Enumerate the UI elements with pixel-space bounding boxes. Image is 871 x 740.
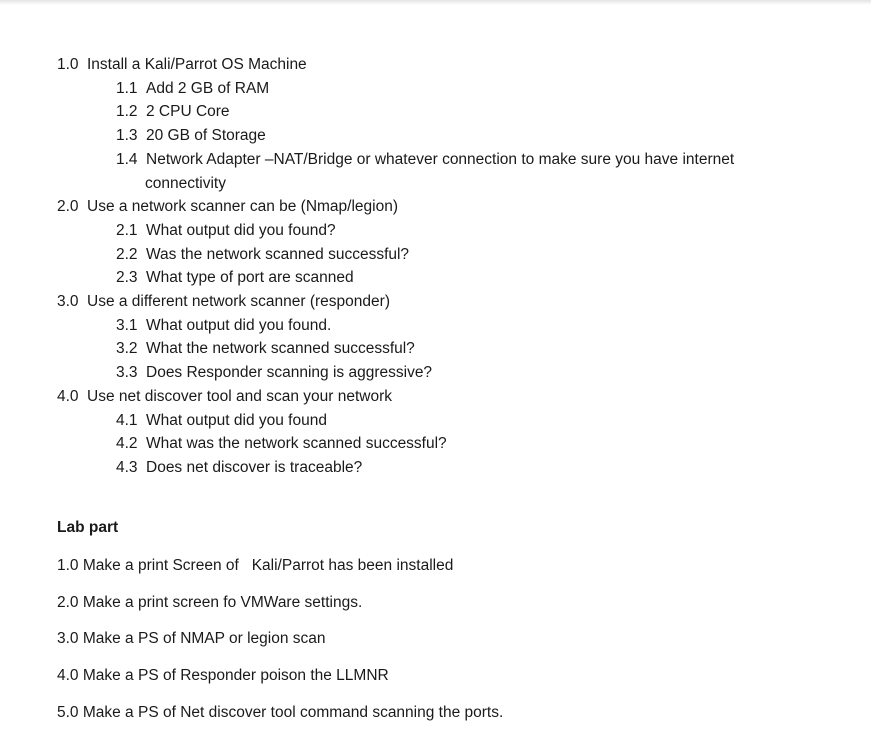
outline-text: connectivity xyxy=(145,174,226,192)
outline-subitem xyxy=(116,458,362,478)
outline-text: Was the network scanned successful? xyxy=(146,245,410,263)
page-top-edge xyxy=(0,0,871,5)
outline-number: 1.0 xyxy=(57,56,79,73)
outline-number: 4.1 xyxy=(116,411,138,429)
outline-number: 1.1 xyxy=(116,79,138,97)
outline-number: 1.2 xyxy=(116,103,138,121)
outline-text: Use net discover tool and scan your network xyxy=(87,387,392,405)
outline-text: What output did you found xyxy=(146,411,327,429)
outline-subitem xyxy=(116,268,354,288)
outline-number: 2.1 xyxy=(116,221,138,239)
outline-subitem xyxy=(116,434,447,454)
outline-text: Use a different network scanner (responder) xyxy=(87,293,390,310)
outline-subitem xyxy=(116,221,336,241)
outline-subitem xyxy=(116,411,327,431)
lab-item: 2.0 Make a print screen fo VMWare settings. xyxy=(57,594,363,611)
outline-number: 3.0 xyxy=(57,293,79,310)
outline-subitem xyxy=(116,79,269,99)
outline-text: What type of port are scanned xyxy=(146,269,354,287)
outline-subitem xyxy=(116,339,415,359)
outline-section xyxy=(57,197,398,217)
lab-item: 3.0 Make a PS of NMAP or legion scan xyxy=(57,630,326,647)
outline-text: What output did you found? xyxy=(146,221,336,239)
outline-number: 3.3 xyxy=(116,364,138,382)
outline-subitem xyxy=(116,126,266,146)
lab-item: 4.0 Make a PS of Responder poison the LLMNR xyxy=(57,667,389,684)
outline-text: Add 2 GB of RAM xyxy=(146,79,270,97)
outline-text: What was the network scanned successful? xyxy=(146,435,447,453)
outline-section xyxy=(57,387,392,407)
outline-section xyxy=(57,292,390,312)
lab-item: 1.0 Make a print Screen of Kali/Parrot has been installed xyxy=(57,557,454,574)
outline-number: 2.0 xyxy=(57,198,79,216)
lab-item: 5.0 Make a PS of Net discover tool command scanning the ports. xyxy=(57,704,504,721)
outline-subitem xyxy=(116,102,230,122)
outline-number: 1.4 xyxy=(116,150,138,168)
outline-number: 3.2 xyxy=(116,340,138,358)
outline-text: What the network scanned successful? xyxy=(146,340,415,358)
outline-subitem xyxy=(116,245,409,265)
outline-number: 2.3 xyxy=(116,269,138,287)
outline-number: 3.1 xyxy=(116,316,138,334)
lab-part-heading: Lab part xyxy=(57,519,119,536)
outline-number: 4.0 xyxy=(57,387,79,405)
outline-text: 2 CPU Core xyxy=(146,103,230,121)
outline-number: 4.2 xyxy=(116,435,138,453)
outline-text: Network Adapter –NAT/Bridge or whatever connection to make sure you have internet xyxy=(146,150,735,168)
outline-subitem xyxy=(145,174,226,194)
outline-text: 20 GB of Storage xyxy=(146,127,266,145)
outline-subitem xyxy=(116,316,331,336)
outline-number: 1.3 xyxy=(116,127,138,145)
outline-text: Does Responder scanning is aggressive? xyxy=(146,364,433,382)
outline-number: 4.3 xyxy=(116,458,138,476)
outline-number: 2.2 xyxy=(116,245,138,263)
outline-text: Use a network scanner can be (Nmap/legion) xyxy=(87,198,399,216)
outline-text: What output did you found. xyxy=(146,316,332,334)
outline-subitem xyxy=(116,150,734,170)
outline-section xyxy=(57,55,307,75)
outline-subitem xyxy=(116,363,432,383)
outline-text: Install a Kali/Parrot OS Machine xyxy=(87,56,307,73)
outline-text: Does net discover is traceable? xyxy=(146,458,363,476)
